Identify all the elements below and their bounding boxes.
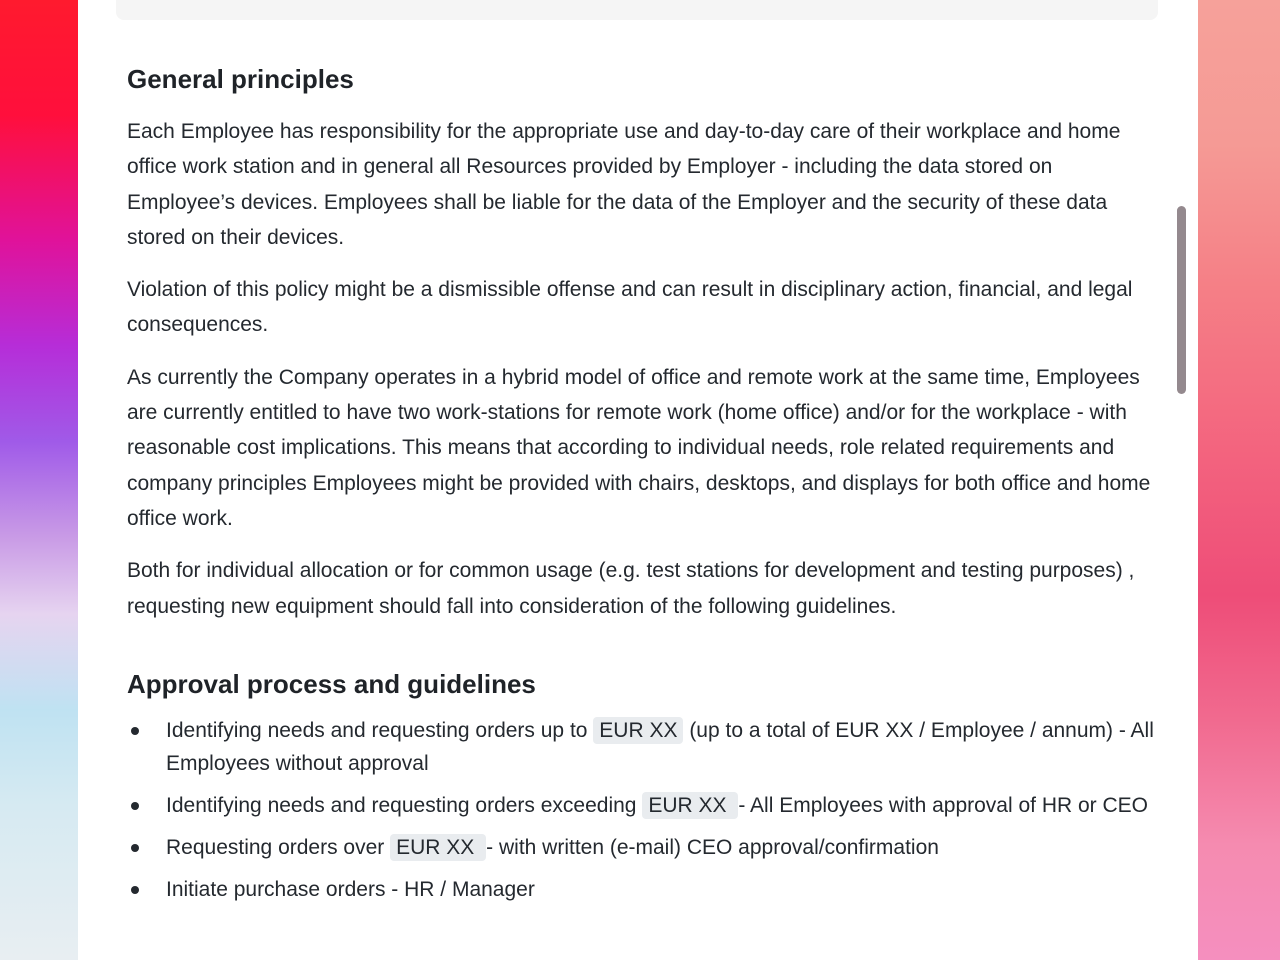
scrollbar-thumb[interactable]	[1177, 206, 1186, 394]
desktop-wallpaper-left	[0, 0, 78, 960]
list-item-text: (up to a total of EUR XX / Employee / annum) - All Employees without approval	[166, 718, 1154, 775]
list-item	[127, 873, 1157, 906]
bullet-icon	[131, 727, 139, 735]
paragraph-violation: Violation of this policy might be a dismissible offense and can result in disciplinary action, financial, and legal consequences.	[127, 278, 1133, 337]
inline-code-amount: EUR XX	[642, 792, 738, 819]
list-item	[127, 789, 1157, 822]
bullet-icon	[131, 802, 139, 810]
bullet-icon	[131, 844, 139, 852]
inline-code-amount: EUR XX	[390, 834, 486, 861]
list-item-text: - All Employees with approval of HR or CEO	[738, 793, 1149, 817]
list-item-text: - with written (e-mail) CEO approval/confirmation	[486, 835, 939, 859]
list-item	[127, 831, 1157, 864]
approval-bullet-list	[127, 714, 1157, 906]
document-window	[78, 0, 1198, 960]
inline-code-amount: EUR XX	[593, 717, 683, 744]
list-item-text: Identifying needs and requesting orders exceeding	[166, 793, 643, 817]
list-item-text: Initiate purchase orders - HR / Manager	[166, 877, 535, 901]
section-heading-approval-process: Approval process and guidelines	[127, 668, 536, 699]
list-item-text: Identifying needs and requesting orders up to	[166, 718, 594, 742]
paragraph-hybrid-model: As currently the Company operates in a hybrid model of office and remote work at the same time, Employees are currently entitled to have two work-stations for remote work (home office) and/or for the workplace - with reasonable cost implications. This means that according to individual needs, role related requirements and company principles Employees might be provided with chairs, desktops, and displays for both office and home office work.	[127, 365, 1151, 530]
list-item	[127, 714, 1157, 780]
paragraph-guidelines-intro: Both for individual allocation or for common usage (e.g. test stations for development and testing purposes) , requesting new equipment should fall into consideration of the following guidelines.	[127, 559, 1135, 618]
vertical-scrollbar[interactable]	[1174, 0, 1188, 960]
previous-callout-block	[116, 0, 1158, 20]
section-heading-general-principles: General principles	[127, 64, 354, 94]
desktop-wallpaper-right	[1198, 0, 1280, 960]
paragraph-responsibility: Each Employee has responsibility for the appropriate use and day-to-day care of their workplace and home office work station and in general all Resources provided by Employer - including the data stored on Employee’s devices. Employees shall be liable for the data of the Employer and the security of these data stored on their devices.	[127, 120, 1121, 249]
document-content	[127, 56, 1157, 915]
bullet-icon	[131, 886, 139, 894]
list-item-text: Requesting orders over	[166, 835, 391, 859]
